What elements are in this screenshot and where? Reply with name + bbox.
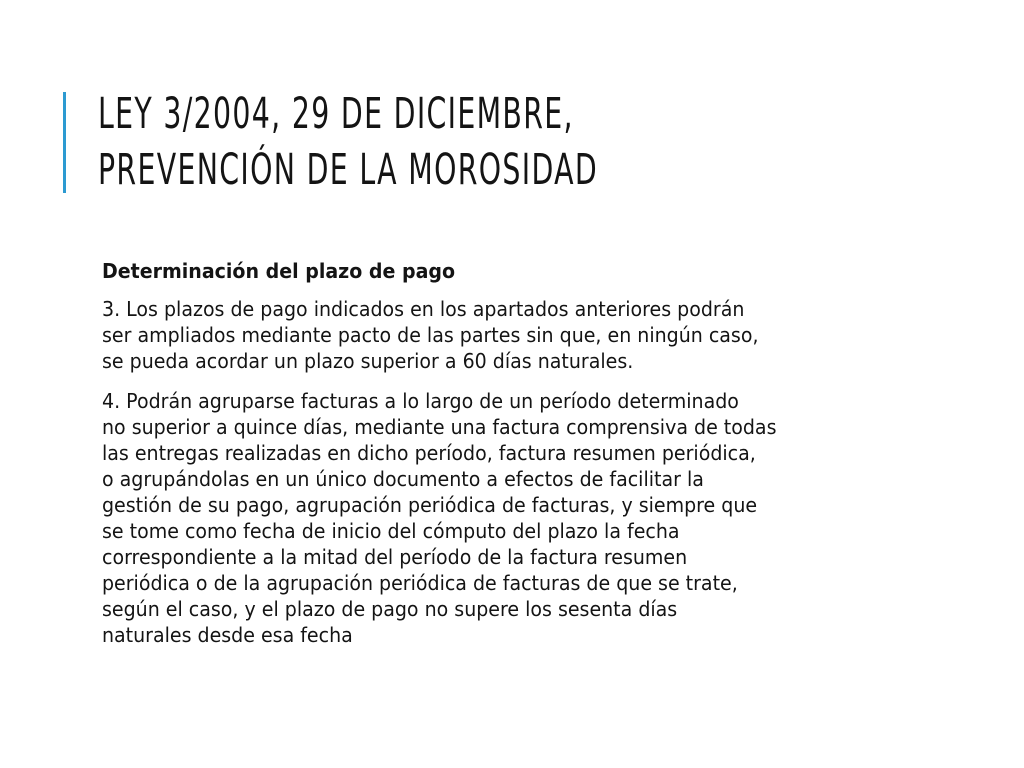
- paragraph-4-line: o agrupándolas en un único documento a efectos de facilitar la: [102, 467, 704, 491]
- paragraph-3-line: se pueda acordar un plazo superior a 60 días naturales.: [102, 349, 634, 373]
- slide-title-line-1: LEY 3/2004, 29 DE DICIEMBRE,: [98, 89, 574, 139]
- slide-title-line-2: PREVENCIÓN DE LA MOROSIDAD: [98, 145, 599, 195]
- paragraph-4: [102, 388, 898, 648]
- paragraph-4-line: gestión de su pago, agrupación periódica de facturas, y siempre que: [102, 493, 758, 517]
- paragraph-4-line: periódica o de la agrupación periódica de facturas de que se trate,: [102, 571, 738, 595]
- slide-body: [102, 258, 922, 648]
- paragraph-3-line: 3. Los plazos de pago indicados en los apartados anteriores podrán: [102, 297, 745, 321]
- paragraph-4-line: 4. Podrán agruparse facturas a lo largo de un período determinado: [102, 389, 739, 413]
- paragraph-4-line: las entregas realizadas en dicho período, factura resumen periódica,: [102, 441, 756, 465]
- paragraph-4-line: naturales desde esa fecha: [102, 623, 353, 647]
- slide-title: [98, 86, 679, 198]
- title-accent-bar: [63, 92, 66, 193]
- paragraph-4-line: correspondiente a la mitad del período de la factura resumen: [102, 545, 688, 569]
- paragraph-3-line: ser ampliados mediante pacto de las partes sin que, en ningún caso,: [102, 323, 759, 347]
- paragraph-3: [102, 296, 898, 374]
- subheading: Determinación del plazo de pago: [102, 259, 456, 283]
- paragraph-4-line: se tome como fecha de inicio del cómputo del plazo la fecha: [102, 519, 680, 543]
- paragraph-4-line: según el caso, y el plazo de pago no supere los sesenta días: [102, 597, 678, 621]
- paragraph-4-line: no superior a quince días, mediante una factura comprensiva de todas: [102, 415, 777, 439]
